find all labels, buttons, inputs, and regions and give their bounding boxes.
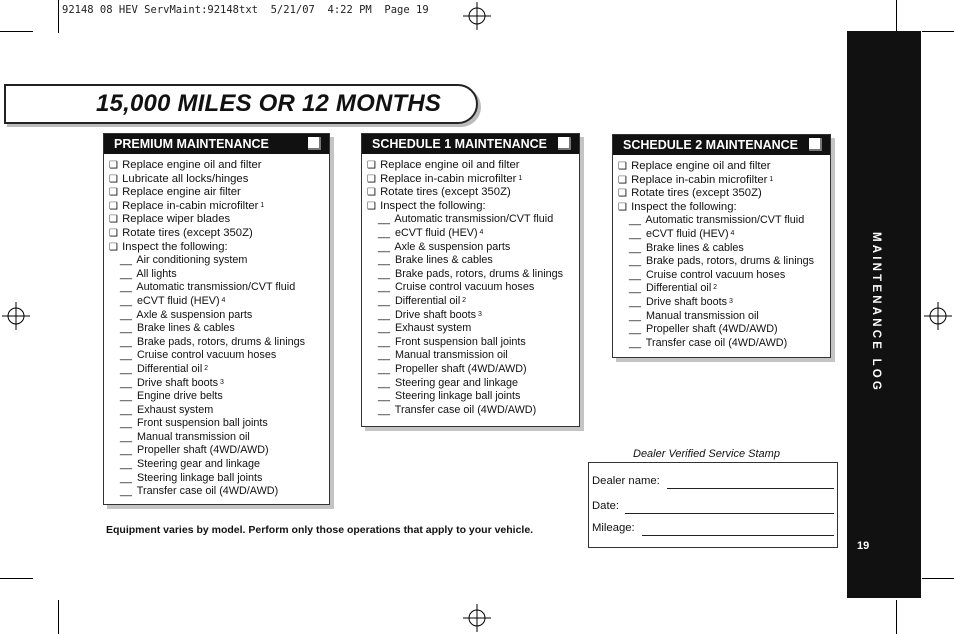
blank-line[interactable]: __ — [378, 267, 391, 280]
inspection-subitem — [618, 228, 814, 242]
blank-line[interactable]: __ — [378, 322, 391, 335]
inspection-subitem-label: Brake pads, rotors, drums & linings — [392, 267, 564, 280]
checklist-item — [109, 241, 305, 255]
schedule2-items-list — [618, 160, 814, 350]
inspection-subitem-label: eCVT fluid (HEV) — [134, 294, 220, 307]
schedule2-maintenance-box — [612, 134, 831, 358]
blank-line[interactable]: __ — [378, 294, 391, 307]
inspection-subitem-label: Differential oil — [643, 282, 712, 295]
checklist-item — [367, 186, 563, 200]
inspection-subitem — [367, 241, 563, 255]
blank-line[interactable]: __ — [629, 336, 642, 349]
checklist-item-label: Replace engine oil and filter — [377, 159, 520, 171]
blank-line[interactable]: __ — [120, 444, 133, 457]
checkbox-icon — [308, 137, 321, 150]
inspection-subitem — [109, 349, 305, 363]
inspection-subitem-label: Brake pads, rotors, drums & linings — [134, 335, 306, 348]
inspection-subitem — [618, 242, 814, 256]
inspection-subitem-label: Manual transmission oil — [134, 430, 250, 443]
checklist-item-label: Inspect the following: — [628, 200, 737, 213]
checklist-item-label: Replace wiper blades — [119, 213, 231, 226]
registration-mark-icon — [463, 604, 491, 632]
inspection-subitem — [618, 296, 814, 310]
checklist-item — [367, 159, 563, 173]
inspection-subitem-label: Drive shaft boots — [392, 308, 477, 321]
checklist-item — [618, 174, 814, 188]
schedule1-items-list — [367, 159, 563, 417]
checkbox-icon[interactable]: ❑ — [367, 173, 376, 185]
blank-line[interactable]: __ — [378, 281, 391, 294]
checklist-item — [367, 200, 563, 214]
checklist-item — [618, 187, 814, 201]
footnote-ref: 2 — [202, 364, 209, 372]
inspection-subitem-label: Transfer case oil (4WD/AWD) — [134, 485, 279, 498]
checklist-item-label: Rotate tires (except 350Z) — [377, 186, 511, 199]
inspection-subitem — [618, 310, 814, 324]
date-field[interactable] — [625, 513, 834, 514]
date-label: Date: — [592, 500, 620, 512]
inspection-subitem-label: Axle & suspension parts — [134, 308, 253, 321]
inspection-subitem-label: Exhaust system — [392, 322, 472, 335]
inspection-subitem — [367, 363, 563, 377]
blank-line[interactable]: __ — [378, 390, 391, 403]
checklist-item — [109, 200, 305, 214]
inspection-subitem — [109, 322, 305, 336]
inspection-subitem — [109, 309, 305, 323]
checkbox-icon[interactable]: ❑ — [109, 187, 118, 199]
inspection-subitem — [367, 281, 563, 295]
inspection-subitem — [367, 349, 563, 363]
checkbox-icon[interactable]: ❑ — [109, 160, 118, 171]
schedule2-maintenance-heading — [613, 135, 830, 155]
inspection-subitem — [109, 417, 305, 431]
registration-mark-icon — [924, 302, 952, 330]
inspection-subitem — [109, 444, 305, 458]
footnote-ref: 3 — [727, 297, 733, 305]
blank-line[interactable]: __ — [120, 267, 133, 280]
footnote-ref: 2 — [711, 284, 718, 292]
blank-line[interactable]: __ — [629, 268, 642, 281]
title-banner — [4, 84, 478, 124]
inspection-subitem — [618, 255, 814, 269]
checklist-item-label: Replace in-cabin microfilter — [377, 172, 517, 185]
inspection-subitem — [367, 227, 563, 241]
premium-items-list — [109, 159, 305, 499]
stamp-caption: Dealer Verified Service Stamp — [633, 448, 780, 460]
checkbox-icon[interactable]: ❑ — [618, 161, 627, 172]
blank-line[interactable]: __ — [120, 362, 133, 375]
inspection-subitem — [367, 404, 563, 418]
checklist-item-label: Inspect the following: — [119, 240, 228, 253]
checklist-item-label: Rotate tires (except 350Z) — [628, 187, 762, 200]
footnote-ref: 1 — [516, 174, 523, 182]
registration-mark-icon — [2, 302, 30, 330]
inspection-subitem-label: Front suspension ball joints — [134, 417, 268, 430]
blank-line[interactable]: __ — [378, 349, 391, 362]
blank-line[interactable]: __ — [378, 403, 391, 416]
checkbox-icon[interactable]: ❑ — [618, 188, 627, 200]
checklist-item — [109, 159, 305, 173]
schedule1-heading-text: SCHEDULE 1 MAINTENANCE — [372, 137, 548, 151]
inspection-subitem — [618, 323, 814, 337]
blank-line[interactable]: __ — [629, 282, 642, 295]
inspection-subitem — [109, 281, 305, 295]
inspection-subitem — [109, 431, 305, 445]
blank-line[interactable]: __ — [629, 309, 642, 322]
checklist-item-label: Replace in-cabin microfilter — [119, 199, 259, 212]
inspection-subitem — [367, 377, 563, 391]
inspection-subitem-label: Brake pads, rotors, drums & linings — [643, 255, 815, 268]
inspection-subitem-label: Axle & suspension parts — [392, 240, 511, 253]
footnote-ref: 1 — [767, 175, 774, 183]
sidebar-label: MAINTENANCE LOG — [870, 232, 882, 394]
dealer-name-label: Dealer name: — [592, 475, 660, 487]
footnote-ref: 2 — [460, 296, 467, 304]
page-number: 19 — [857, 540, 870, 552]
inspection-subitem — [109, 472, 305, 486]
footnote-ref: 4 — [477, 228, 484, 236]
footnote-ref: 3 — [476, 310, 482, 318]
blank-line[interactable]: __ — [378, 213, 391, 226]
blank-line[interactable]: __ — [378, 308, 391, 321]
blank-line[interactable]: __ — [378, 376, 391, 389]
blank-line[interactable]: __ — [120, 390, 133, 403]
footnote-ref: 4 — [219, 296, 226, 304]
inspection-subitem — [109, 458, 305, 472]
inspection-subitem-label: Propeller shaft (4WD/AWD) — [643, 323, 778, 336]
footnote-ref: 1 — [258, 201, 265, 209]
blank-line[interactable]: __ — [629, 227, 642, 240]
inspection-subitem — [367, 213, 563, 227]
checklist-item — [109, 213, 305, 227]
inspection-subitem-label: Propeller shaft (4WD/AWD) — [392, 362, 527, 375]
inspection-subitem-label: Steering gear and linkage — [134, 458, 261, 471]
inspection-subitem — [367, 268, 563, 282]
inspection-subitem-label: Differential oil — [134, 362, 203, 375]
inspection-subitem-label: Front suspension ball joints — [392, 335, 526, 348]
footnote-ref: 3 — [218, 378, 224, 386]
blank-line[interactable]: __ — [629, 255, 642, 268]
checklist-item-label: Replace in-cabin microfilter — [628, 173, 768, 186]
blank-line[interactable]: __ — [120, 417, 133, 430]
inspection-subitem — [109, 363, 305, 377]
inspection-subitem — [618, 269, 814, 283]
inspection-subitem-label: Propeller shaft (4WD/AWD) — [134, 444, 269, 457]
checkbox-icon[interactable]: ❑ — [109, 227, 118, 239]
blank-line[interactable]: __ — [120, 349, 133, 362]
blank-line[interactable]: __ — [120, 308, 133, 321]
registration-mark-icon — [463, 2, 491, 30]
inspection-subitem-label: Transfer case oil (4WD/AWD) — [392, 403, 537, 416]
checkbox-icon[interactable]: ❑ — [367, 187, 376, 199]
crop-mark — [58, 600, 59, 634]
inspection-subitem-label: Automatic transmission/CVT fluid — [643, 214, 805, 227]
checklist-item-label: Replace engine oil and filter — [119, 159, 262, 171]
crop-mark — [0, 31, 33, 32]
inspection-subitem-label: Manual transmission oil — [643, 309, 759, 322]
inspection-subitem-label: Manual transmission oil — [392, 349, 508, 362]
mileage-label: Mileage: — [592, 522, 635, 534]
inspection-subitem — [367, 322, 563, 336]
checklist-item-label: Replace engine air filter — [119, 186, 241, 199]
blank-line[interactable]: __ — [120, 430, 133, 443]
inspection-subitem-label: Drive shaft boots — [643, 295, 728, 308]
inspection-subitem — [367, 295, 563, 309]
checklist-item-label: Replace engine oil and filter — [628, 160, 771, 172]
blank-line[interactable]: __ — [629, 241, 642, 254]
checklist-item — [109, 227, 305, 241]
inspection-subitem — [109, 268, 305, 282]
checklist-item — [109, 186, 305, 200]
inspection-subitem — [618, 337, 814, 351]
checklist-item-label: Inspect the following: — [377, 199, 486, 212]
checkbox-icon — [809, 138, 822, 151]
footnote: Equipment varies by model. Perform only those operations that apply to your vehicle. — [106, 524, 534, 536]
inspection-subitem-label: Cruise control vacuum hoses — [134, 349, 277, 362]
checkbox-icon[interactable]: ❑ — [109, 241, 118, 253]
inspection-subitem — [109, 336, 305, 350]
blank-line[interactable]: __ — [378, 362, 391, 375]
crop-mark — [922, 31, 954, 32]
inspection-subitem-label: Differential oil — [392, 294, 461, 307]
page-title: 15,000 MILES OR 12 MONTHS — [96, 90, 442, 117]
inspection-subitem — [109, 377, 305, 391]
blank-line[interactable]: __ — [378, 254, 391, 267]
blank-line[interactable]: __ — [120, 322, 133, 335]
checklist-item — [109, 173, 305, 187]
mileage-field[interactable] — [642, 535, 834, 536]
inspection-subitem-label: Engine drive belts — [134, 390, 223, 403]
blank-line[interactable]: __ — [629, 295, 642, 308]
blank-line[interactable]: __ — [120, 294, 133, 307]
blank-line[interactable]: __ — [120, 458, 133, 471]
checklist-item-label: Lubricate all locks/hinges — [119, 172, 249, 185]
inspection-subitem — [109, 254, 305, 268]
crop-mark — [922, 578, 954, 579]
checklist-item-label: Rotate tires (except 350Z) — [119, 226, 253, 239]
inspection-subitem — [367, 309, 563, 323]
inspection-subitem — [367, 390, 563, 404]
inspection-subitem — [367, 336, 563, 350]
inspection-subitem — [618, 282, 814, 296]
blank-line[interactable]: __ — [629, 323, 642, 336]
inspection-subitem-label: Exhaust system — [134, 403, 214, 416]
blank-line[interactable]: __ — [120, 335, 133, 348]
crop-mark — [58, 0, 59, 33]
blank-line[interactable]: __ — [120, 376, 133, 389]
inspection-subitem-label: Brake lines & cables — [643, 241, 744, 254]
blank-line[interactable]: __ — [120, 254, 133, 267]
inspection-subitem-label: Automatic transmission/CVT fluid — [392, 213, 554, 226]
checkbox-icon[interactable]: ❑ — [109, 173, 118, 185]
inspection-subitem-label: Drive shaft boots — [134, 376, 219, 389]
inspection-subitem-label: Brake lines & cables — [134, 322, 235, 335]
inspection-subitem-label: Steering gear and linkage — [392, 376, 519, 389]
inspection-subitem — [367, 254, 563, 268]
checklist-item — [618, 201, 814, 215]
inspection-subitem-label: eCVT fluid (HEV) — [643, 227, 729, 240]
premium-maintenance-heading — [104, 134, 329, 154]
checklist-item — [367, 173, 563, 187]
checkbox-icon[interactable]: ❑ — [109, 214, 118, 226]
checklist-item — [618, 160, 814, 174]
inspection-subitem-label: eCVT fluid (HEV) — [392, 226, 478, 239]
inspection-subitem-label: Air conditioning system — [134, 254, 248, 267]
schedule2-heading-text: SCHEDULE 2 MAINTENANCE — [623, 138, 799, 152]
checkbox-icon[interactable]: ❑ — [367, 200, 376, 212]
dealer-name-field[interactable] — [667, 488, 834, 489]
blank-line[interactable]: __ — [120, 471, 133, 484]
blank-line[interactable]: __ — [120, 281, 133, 294]
crop-mark — [896, 0, 897, 33]
footnote-ref: 4 — [728, 229, 735, 237]
printer-slug: 92148 08 HEV ServMaint:92148txt 5/21/07 4:22 PM Page 19 — [62, 4, 429, 16]
schedule1-maintenance-heading — [362, 134, 579, 154]
crop-mark — [0, 578, 33, 579]
checkbox-icon[interactable]: ❑ — [618, 201, 627, 213]
crop-mark — [896, 600, 897, 634]
inspection-subitem-label: Steering linkage ball joints — [134, 471, 263, 484]
premium-heading-text: PREMIUM MAINTENANCE — [114, 137, 269, 151]
inspection-subitem — [109, 390, 305, 404]
inspection-subitem — [109, 295, 305, 309]
blank-line[interactable]: __ — [120, 403, 133, 416]
inspection-subitem-label: Cruise control vacuum hoses — [392, 281, 535, 294]
dealer-stamp-box — [588, 462, 838, 548]
inspection-subitem-label: Steering linkage ball joints — [392, 390, 521, 403]
checkbox-icon[interactable]: ❑ — [109, 200, 118, 212]
blank-line[interactable]: __ — [629, 214, 642, 227]
inspection-subitem-label: Automatic transmission/CVT fluid — [134, 281, 296, 294]
blank-line[interactable]: __ — [378, 335, 391, 348]
checkbox-icon — [558, 137, 571, 150]
schedule1-maintenance-box — [361, 133, 580, 427]
blank-line[interactable]: __ — [378, 240, 391, 253]
inspection-subitem — [618, 214, 814, 228]
inspection-subitem-label: Brake lines & cables — [392, 254, 493, 267]
inspection-subitem-label: All lights — [134, 267, 177, 280]
inspection-subitem — [109, 485, 305, 499]
blank-line[interactable]: __ — [120, 485, 133, 498]
inspection-subitem-label: Transfer case oil (4WD/AWD) — [643, 336, 788, 349]
checkbox-icon[interactable]: ❑ — [618, 174, 627, 186]
premium-maintenance-box — [103, 133, 330, 505]
blank-line[interactable]: __ — [378, 226, 391, 239]
inspection-subitem-label: Cruise control vacuum hoses — [643, 268, 786, 281]
checkbox-icon[interactable]: ❑ — [367, 160, 376, 171]
inspection-subitem — [109, 404, 305, 418]
